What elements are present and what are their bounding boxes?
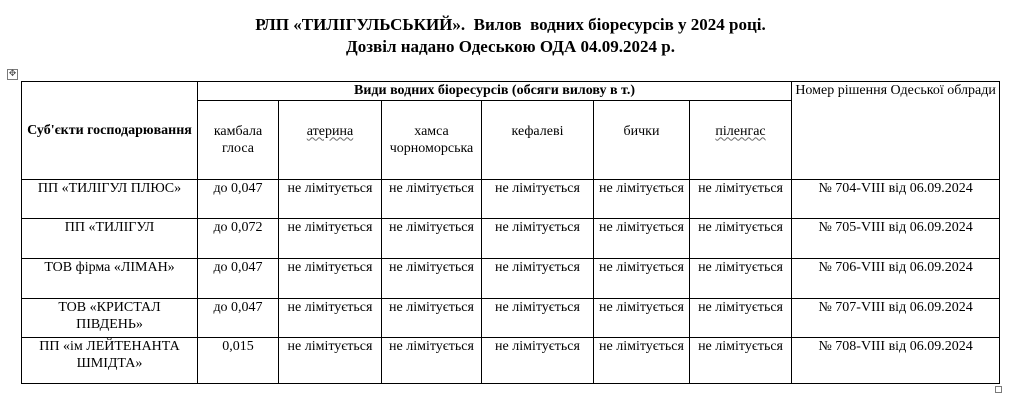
row-value-atherine: не лімітується (279, 179, 382, 219)
row-value-mullet: не лімітується (482, 179, 594, 219)
row-value-goby: не лімітується (594, 259, 690, 299)
row-decision: № 706-VIII від 06.09.2024 (792, 259, 1000, 299)
row-value-flounder: до 0,047 (198, 259, 279, 299)
header-species-goby: бички (594, 100, 690, 179)
header-resources-group: Види водних біоресурсів (обсяги вилову в т.) (198, 82, 792, 101)
row-value-atherine: не лімітується (279, 219, 382, 259)
header-species-anchovy: хамса чорноморська (382, 100, 482, 179)
table-resize-handle[interactable] (995, 386, 1002, 393)
table-move-handle-icon[interactable]: ✥ (8, 69, 17, 79)
table-row (22, 298, 1000, 338)
row-value-anchovy: не лімітується (382, 259, 482, 299)
row-value-goby: не лімітується (594, 298, 690, 338)
row-value-anchovy: не лімітується (382, 338, 482, 384)
row-value-flounder: до 0,047 (198, 298, 279, 338)
row-subject: ПП «ТИЛІГУЛ ПЛЮС» (22, 179, 198, 219)
row-value-flounder: до 0,047 (198, 179, 279, 219)
row-decision: № 705-VIII від 06.09.2024 (792, 219, 1000, 259)
row-value-goby: не лімітується (594, 179, 690, 219)
table-row (22, 219, 1000, 259)
row-value-anchovy: не лімітується (382, 179, 482, 219)
row-value-pilengas: не лімітується (690, 259, 792, 299)
catch-table (21, 81, 1000, 384)
row-value-atherine: не лімітується (279, 298, 382, 338)
header-species-flounder: камбала глоса (198, 100, 279, 179)
row-value-flounder: 0,015 (198, 338, 279, 384)
row-value-atherine: не лімітується (279, 338, 382, 384)
row-subject: ТОВ фірма «ЛІМАН» (22, 259, 198, 299)
table-row (22, 179, 1000, 219)
row-decision: № 707-VIII від 06.09.2024 (792, 298, 1000, 338)
header-decision: Номер рішення Одеської облради (792, 82, 1000, 180)
row-value-anchovy: не лімітується (382, 219, 482, 259)
title-line-1: РЛП «ТИЛІГУЛЬСЬКИЙ». Вилов водних біоресурсів у 2024 році. (255, 15, 766, 34)
row-decision: № 708-VIII від 06.09.2024 (792, 338, 1000, 384)
row-value-mullet: не лімітується (482, 338, 594, 384)
row-subject: ПП «ТИЛІГУЛ (22, 219, 198, 259)
row-value-pilengas: не лімітується (690, 179, 792, 219)
header-species-pilengas: піленгас (690, 100, 792, 179)
row-value-atherine: не лімітується (279, 259, 382, 299)
header-species-atherine: атерина (279, 100, 382, 179)
table-row (22, 259, 1000, 299)
row-value-goby: не лімітується (594, 219, 690, 259)
row-value-pilengas: не лімітується (690, 338, 792, 384)
title-line-2: Дозвіл надано Одеською ОДА 04.09.2024 р. (346, 37, 675, 56)
row-value-mullet: не лімітується (482, 298, 594, 338)
row-value-flounder: до 0,072 (198, 219, 279, 259)
row-subject: ПП «ім ЛЕЙТЕНАНТА ШМІДТА» (22, 338, 198, 384)
row-value-pilengas: не лімітується (690, 219, 792, 259)
row-decision: № 704-VIII від 06.09.2024 (792, 179, 1000, 219)
row-value-pilengas: не лімітується (690, 298, 792, 338)
document-title (0, 14, 1021, 58)
row-value-goby: не лімітується (594, 338, 690, 384)
row-value-anchovy: не лімітується (382, 298, 482, 338)
row-value-mullet: не лімітується (482, 259, 594, 299)
table-row (22, 338, 1000, 384)
header-subjects: Суб'єкти господарювання (22, 82, 198, 180)
header-species-mullet: кефалеві (482, 100, 594, 179)
row-subject: ТОВ «КРИСТАЛ ПІВДЕНЬ» (22, 298, 198, 338)
row-value-mullet: не лімітується (482, 219, 594, 259)
